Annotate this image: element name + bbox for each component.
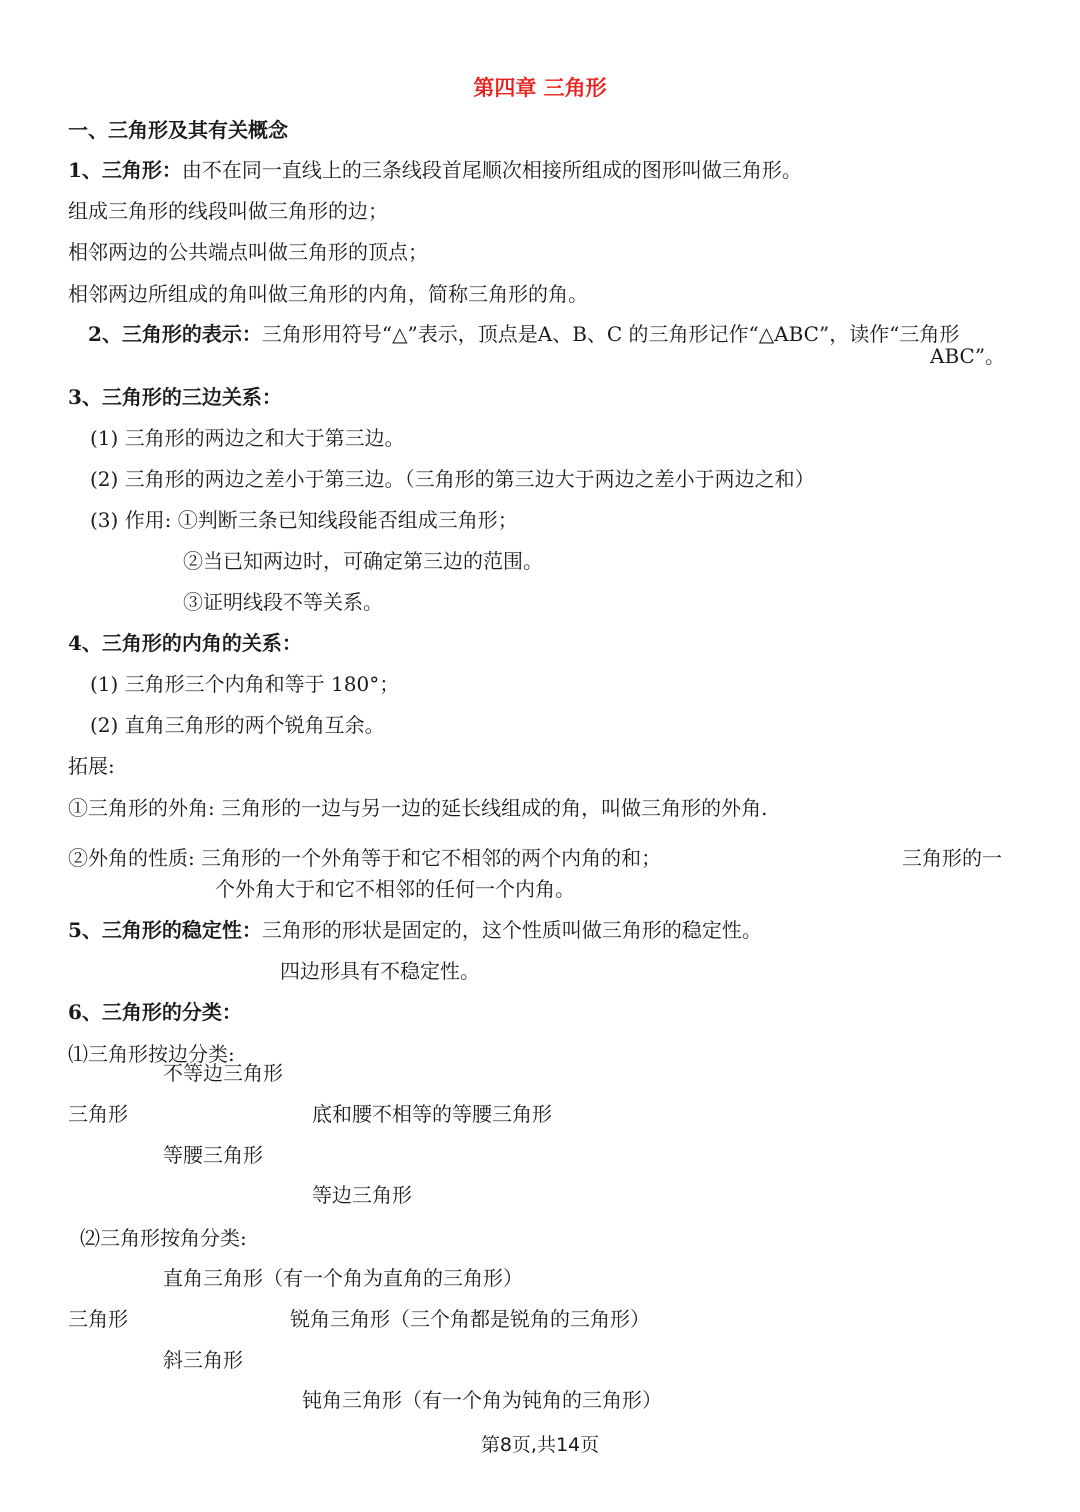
definition-vertex: 相邻两边的公共端点叫做三角形的顶点； <box>68 240 428 264</box>
item-label: 1、三角形： <box>68 158 182 182</box>
list-item: (1) 三角形三个内角和等于 180°； <box>90 672 400 696</box>
page-title: 第四章 三角形 <box>473 75 607 100</box>
classification-node: 直角三角形（有一个角为直角的三角形） <box>163 1266 523 1290</box>
extension-item-continued: 个外角大于和它不相邻的任何一个内角。 <box>215 877 575 901</box>
definition-triangle <box>68 157 802 183</box>
item-heading: 3、三角形的三边关系： <box>68 385 282 409</box>
item-heading: 4、三角形的内角的关系： <box>68 631 302 655</box>
definition-sides: 组成三角形的线段叫做三角形的边； <box>68 199 388 223</box>
classification-node: 等边三角形 <box>312 1183 412 1207</box>
list-item: (2) 三角形的两边之差小于第三边。（三角形的第三边大于两边之差小于两边之和） <box>90 467 815 491</box>
stability-note: 四边形具有不稳定性。 <box>280 959 480 983</box>
notation-continued: ABC”。 <box>930 344 1006 368</box>
classification-node: 钝角三角形（有一个角为钝角的三角形） <box>302 1388 662 1412</box>
classification-node: 斜三角形 <box>163 1348 243 1372</box>
section-heading: 一、三角形及其有关概念 <box>68 118 288 142</box>
classification-node: 锐角三角形（三个角都是锐角的三角形） <box>290 1307 650 1331</box>
extension-item: ②外角的性质: 三角形的一个外角等于和它不相邻的两个内角的和； <box>68 846 662 870</box>
item-text: 三角形用符号“△”表示，顶点是A、B、C 的三角形记作“△ABC”，读作“三角形 <box>261 322 960 346</box>
extension-item: ①三角形的外角: 三角形的一边与另一边的延长线组成的角，叫做三角形的外角. <box>68 796 768 820</box>
classification-heading: ⑵三角形按角分类: <box>80 1226 247 1250</box>
extension-label: 拓展: <box>68 754 115 778</box>
list-item: (2) 直角三角形的两个锐角互余。 <box>90 713 385 737</box>
item-text: 由不在同一直线上的三条线段首尾顺次相接所组成的图形叫做三角形。 <box>181 158 802 182</box>
extension-item-continued: 三角形的一 <box>902 846 1002 870</box>
notation-line <box>88 321 959 347</box>
page-footer: 第8页,共14页 <box>480 1434 600 1456</box>
item-label: 2、三角形的表示： <box>88 322 262 346</box>
stability-line <box>68 917 762 943</box>
list-item: (1) 三角形的两边之和大于第三边。 <box>90 426 405 450</box>
list-item: (3) 作用: ①判断三条已知线段能否组成三角形； <box>90 508 518 532</box>
classification-node: 底和腰不相等的等腰三角形 <box>312 1102 552 1126</box>
list-item: ②当已知两边时，可确定第三边的范围。 <box>183 549 543 573</box>
classification-node: 不等边三角形 <box>163 1061 283 1085</box>
item-heading: 6、三角形的分类： <box>68 1000 242 1024</box>
item-label: 5、三角形的稳定性： <box>68 918 262 942</box>
item-text: 三角形的形状是固定的，这个性质叫做三角形的稳定性。 <box>261 918 762 942</box>
definition-angle: 相邻两边所组成的角叫做三角形的内角，简称三角形的角。 <box>68 282 588 306</box>
list-item: ③证明线段不等关系。 <box>183 590 383 614</box>
classification-root: 三角形 <box>68 1102 128 1126</box>
classification-heading: ⑴三角形按边分类: <box>68 1042 235 1066</box>
classification-root: 三角形 <box>68 1307 128 1331</box>
classification-node: 等腰三角形 <box>163 1143 263 1167</box>
